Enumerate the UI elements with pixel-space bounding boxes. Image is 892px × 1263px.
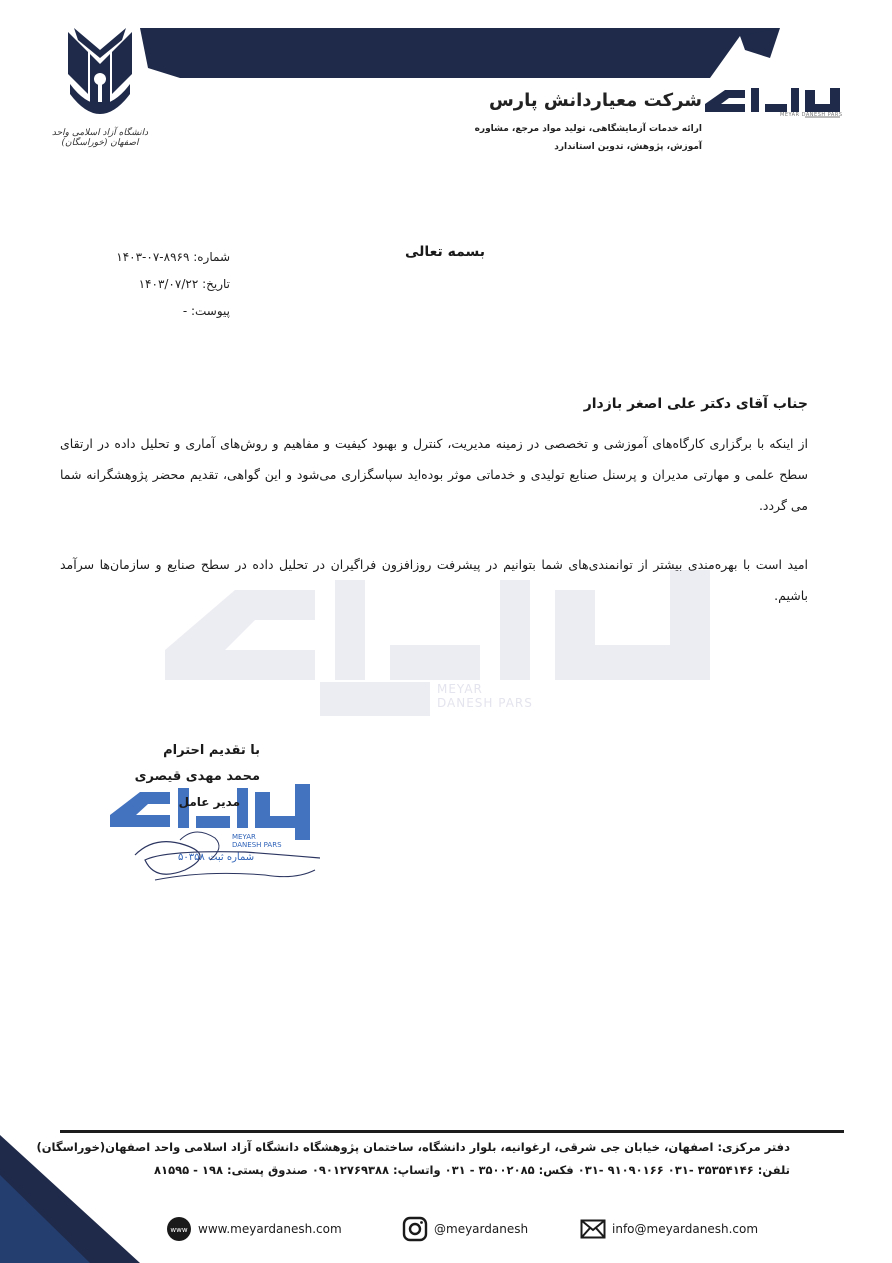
university-caption: دانشگاه آزاد اسلامی واحد اصفهان (خوراسگان): [51, 128, 149, 148]
watermark-caption: [437, 682, 533, 710]
signer-name: محمد مهدی قیصری: [134, 769, 260, 784]
email-link[interactable]: info@meyardanesh.com: [612, 1222, 759, 1236]
body-paragraph-2: امید است با بهره‌مندی بیشتر از توانمندی‌های شما بتوانیم در پیشرفت روزافزون فراگیران در تحلیل داده در سطح صنایع و سازمان‌ها سرآمد باشیم.: [60, 557, 808, 603]
www-globe-icon: [166, 1216, 192, 1242]
corner-decoration: [0, 1135, 140, 1263]
svg-text:www: www: [170, 1226, 188, 1234]
handwritten-signature: [125, 800, 325, 900]
closing-greeting: با تقدیم احترام: [163, 743, 260, 758]
header-band: [140, 28, 780, 78]
instagram-contact[interactable]: [402, 1216, 528, 1242]
letter-attachment: پیوست: -: [182, 304, 230, 318]
instagram-icon: [402, 1216, 428, 1242]
email-contact[interactable]: [580, 1216, 758, 1242]
instagram-handle[interactable]: @meyardanesh: [434, 1222, 529, 1236]
recipient-line: جناب آقای دکتر علی اصغر بازدار: [583, 396, 808, 412]
body-paragraph-1: از اینکه با برگزاری کارگاه‌های آموزشی و تخصصی در زمینه مدیریت، کنترل و بهبود کیفیت و مفاهیم و روش‌های آماری و تحلیل داده در ارتقای سطح علمی و مهارتی مدیران و پرسنل صنایع تولیدی و خدماتی موثر بوده‌اید سپاسگزاری می‌شود و این گواهی، تقدیم محضر پژوهشگرانه شما می گردد.: [60, 436, 808, 513]
company-name: شرکت معیاردانش پارس: [488, 90, 702, 111]
watermark-line-1: MEYAR: [437, 682, 483, 696]
letter-date: تاریخ: ۱۴۰۳/۰۷/۲۲: [138, 277, 230, 291]
footer-divider: [60, 1130, 844, 1133]
envelope-icon: [580, 1216, 606, 1242]
stamp-english-1: MEYAR: [232, 833, 256, 841]
bismillah-heading: بسمه تعالی: [404, 244, 486, 260]
letter-number: شماره: ۸۹۶۹-۰۷-۱۴۰۳: [116, 250, 230, 264]
company-tagline-1: ارائه خدمات آزمایشگاهی، تولید مواد مرجع، مشاوره: [474, 124, 702, 134]
company-tagline-2: آموزش، پژوهش، تدوین استاندارد: [554, 142, 702, 152]
university-logo: [60, 24, 140, 144]
footer-phones: تلفن: ۳۵۳۵۴۱۴۶ -۰۳۱ ۹۱۰۹۰۱۶۶ -۰۳۱ فکس: ۳۵۰۰۲۰۸۵ - ۰۳۱ واتساپ: ۰۹۰۱۲۷۶۹۳۸۸ صندوق پستی: ۱۹۸ - ۸۱۵۹۵: [154, 1163, 790, 1177]
website-contact[interactable]: [166, 1216, 342, 1242]
brand-english-caption: MEYAR DANESH PARS: [780, 112, 843, 118]
stamp-registration: شماره ثبت ۵۰۳۵۸: [178, 852, 255, 863]
stamp-english-2: DANESH PARS: [232, 841, 282, 849]
watermark-line-2: DANESH PARS: [437, 696, 533, 710]
signer-title: مدیر عامل: [178, 795, 240, 809]
website-link[interactable]: www.meyardanesh.com: [198, 1222, 342, 1236]
footer-address: دفتر مرکزی: اصفهان، خیابان جی شرقی، ارغوانیه، بلوار دانشگاه، ساختمان پژوهشگاه دانشگاه آزاد اسلامی واحد اصفهان(خوراسگان): [36, 1140, 790, 1154]
brand-logo-icon: [705, 82, 840, 126]
